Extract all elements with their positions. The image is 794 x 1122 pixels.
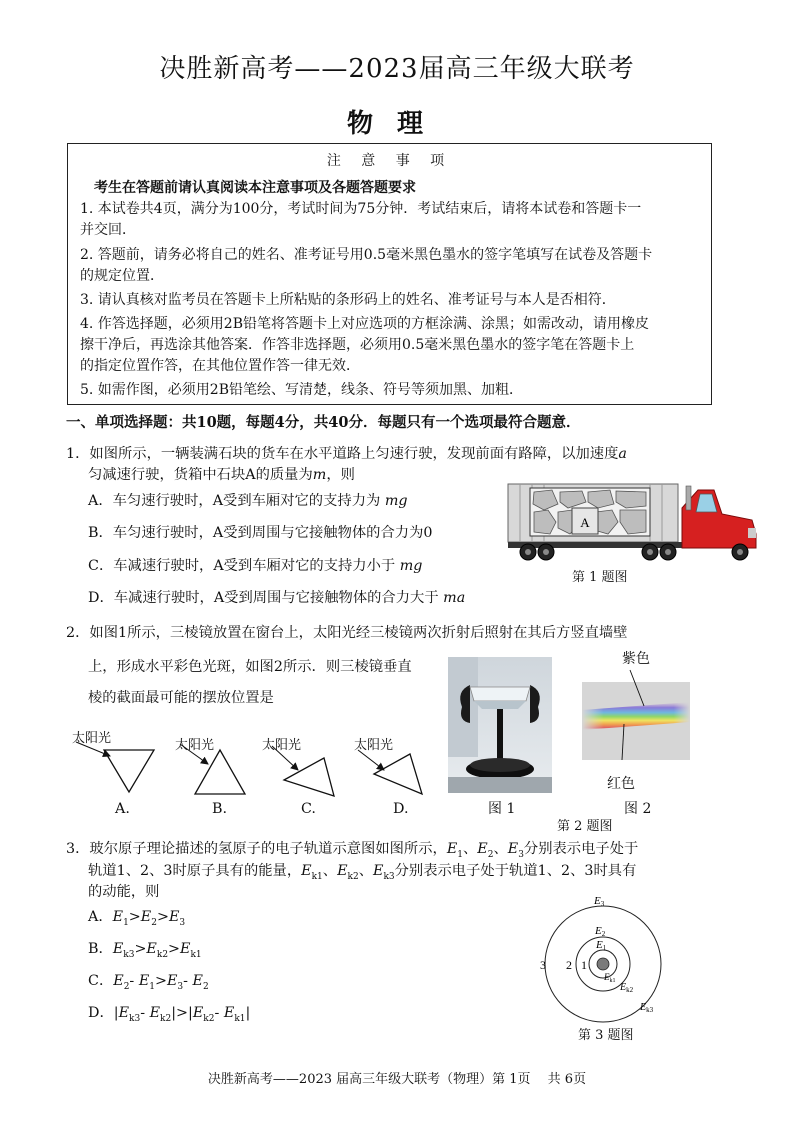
option-text: C． <box>88 973 114 989</box>
notice-box <box>67 143 712 405</box>
q3-stem-line2: 轨道1、2、3时原子具有的能量，$E_{k1}$、$E_{k2}$、$E_{k3}$分别表示电子处于轨道1、2、3时具有 <box>88 863 637 882</box>
q2-stem-line2: 上，形成水平彩色光斑，如图2所示．则三棱镜垂直 <box>88 659 412 675</box>
option-text: B．车匀速行驶时，A受到周围与它接触物体的合力为0 <box>88 525 433 541</box>
q2-stem-line1: 2．如图1所示，三棱镜放置在窗台上，太阳光经三棱镜两次折射后照射在其后方竖直墙壁 <box>66 625 628 641</box>
q1-stem-text: ，则 <box>326 467 355 483</box>
red-label: 红色 <box>607 776 635 792</box>
q1-stem-text: 1．如图所示，一辆装满石块的货车在水平道路上匀速行驶，发现前面有路障，以加速度 <box>66 446 619 462</box>
prism-option-b <box>195 750 245 794</box>
q2-option-a[interactable]: A. <box>115 801 130 817</box>
q2-option-b[interactable]: B. <box>212 801 228 817</box>
q3-option-b[interactable]: B．$E_{k3}>E_{k2}>E_{k1}$ <box>88 941 202 960</box>
q3-option-d[interactable]: D．$|E_{k3}-$ $E_{k2}|>|E_{k2}-$ $E_{k1}|$ <box>88 1005 251 1024</box>
page-footer: 决胜新高考——2023 届高三年级大联考（物理）第 1页 共 6页 <box>207 1072 587 1087</box>
q3-stem-text: 3．玻尔原子理论描述的氢原子的电子轨道示意图如图所示， <box>66 841 447 857</box>
label-e1: E1 <box>596 939 607 952</box>
q3-figure-caption: 第 3 题图 <box>578 1028 634 1043</box>
sun-label-c: 太阳光 <box>262 738 302 753</box>
subject-title: 物理 <box>346 109 447 139</box>
q1-option-a[interactable] <box>88 490 408 510</box>
option-text: D．车减速行驶时，A受到周围与它接触物体的合力大于 <box>88 590 439 606</box>
q3-stem-line1: 3．玻尔原子理论描述的氢原子的电子轨道示意图如图所示，$E_1$、$E_2$、$E_3$分别表示电子处于 <box>66 841 639 860</box>
orbit-number-2: 2 <box>566 958 572 972</box>
notice-line: 1. 本试卷共4页，满分为100分，考试时间为75分钟．考试结束后，请将本试卷和答题卡一 <box>80 201 642 217</box>
q2-option-c[interactable]: C. <box>301 801 316 817</box>
option-text: C．车减速行驶时，A受到车厢对它的支持力小于 <box>88 558 396 574</box>
option-var: mg <box>399 558 423 574</box>
notice-heading: 注 意 事 项 <box>326 153 453 169</box>
notice-line: 3. 请认真核对监考员在答题卡上所粘贴的条形码上的姓名、准考证号与本人是否相符． <box>80 292 616 308</box>
q1-option-c[interactable] <box>88 555 422 575</box>
notice-bold-line: 考生在答题前请认真阅读本注意事项及各题答题要求 <box>94 180 416 196</box>
sun-label-a: 太阳光 <box>72 731 112 746</box>
q3-stem-text: 分别表示电子处于轨道1、2、3时具有 <box>394 863 637 879</box>
option-text: D． <box>88 1005 114 1021</box>
rock-a-label: A <box>580 515 590 530</box>
label-ek1: $E_{k1}$ <box>604 972 616 984</box>
q2-option-d[interactable]: D. <box>393 801 409 817</box>
q1-var-a: a <box>618 446 627 462</box>
q3-stem-text: 轨道1、2、3时原子具有的能量， <box>88 863 302 879</box>
label-ek2: $E_{k2}$ <box>620 982 634 994</box>
truck-figure <box>500 478 762 566</box>
orbit-number-1: 1 <box>581 958 587 972</box>
option-var: mg <box>384 493 408 509</box>
q2-stem-line3: 棱的截面最可能的摆放位置是 <box>88 690 274 706</box>
sun-label-d: 太阳光 <box>354 738 394 753</box>
exam-title: 决胜新高考——2023届高三年级大联考 <box>159 54 635 84</box>
section-heading: 一、单项选择题：共10题，每题4分，共40分．每题只有一个选项最符合题意． <box>66 414 581 431</box>
notice-line: 2. 答题前，请务必将自己的姓名、准考证号用0.5毫米黑色墨水的签字笔填写在试卷及答题卡 <box>80 247 653 263</box>
option-var: ma <box>443 590 466 606</box>
prism-options-figure <box>62 724 452 804</box>
q1-stem-line1 <box>66 444 627 464</box>
orbit-number-3: 3 <box>540 958 546 972</box>
fig2-caption: 图 2 <box>624 801 652 817</box>
q3-option-a[interactable]: A．$E_1>E_2>E_3$ <box>88 909 186 928</box>
notice-line: 4. 作答选择题，必须用2B铅笔将答题卡上对应选项的方框涂满、涂黑；如需改动，请用橡皮 <box>80 316 650 332</box>
q1-stem-line2 <box>88 465 355 485</box>
notice-line: 5. 如需作图，必须用2B铅笔绘、写清楚，线条、符号等须加黑、加粗． <box>80 382 524 398</box>
prism-option-d <box>374 754 422 794</box>
prism-option-a <box>104 750 154 792</box>
prism-photo <box>448 657 552 793</box>
fig1-caption: 图 1 <box>488 801 516 817</box>
notice-line: 的规定位置． <box>80 268 164 284</box>
notice-line: 并交回． <box>80 222 136 238</box>
label-ek3: $E_{k3}$ <box>640 1002 654 1014</box>
option-text: B． <box>88 941 113 957</box>
q1-stem-text: 匀减速行驶，货箱中石块A的质量为 <box>88 467 313 483</box>
q1-figure-caption: 第 1 题图 <box>572 570 628 585</box>
option-text: A． <box>88 909 113 925</box>
q1-option-d[interactable] <box>88 587 465 607</box>
spectrum-pointers <box>600 660 660 780</box>
q3-option-c[interactable]: C．$E_2-$ $E_1>E_3-$ $E_2$ <box>88 973 209 992</box>
label-e2: E2 <box>595 925 606 938</box>
q1-option-b[interactable] <box>88 522 432 542</box>
q2-figure-caption: 第 2 题图 <box>557 819 613 834</box>
sun-label-b: 太阳光 <box>175 738 215 753</box>
orbit-diagram <box>528 890 678 1030</box>
q3-stem-line3: 的动能，则 <box>88 884 160 900</box>
q1-var-m: m <box>312 467 327 483</box>
option-text: A．车匀速行驶时，A受到车厢对它的支持力为 <box>88 493 381 509</box>
violet-label: 紫色 <box>622 651 650 667</box>
label-e3: E3 <box>594 895 605 908</box>
q3-stem-text: 分别表示电子处于 <box>523 841 639 857</box>
nucleus <box>597 958 609 970</box>
notice-line: 擦干净后，再选涂其他答案．作答非选择题，必须用0.5毫米黑色墨水的签字笔在答题卡上 <box>80 337 635 353</box>
notice-line: 的指定位置作答，在其他位置作答一律无效． <box>80 358 360 374</box>
